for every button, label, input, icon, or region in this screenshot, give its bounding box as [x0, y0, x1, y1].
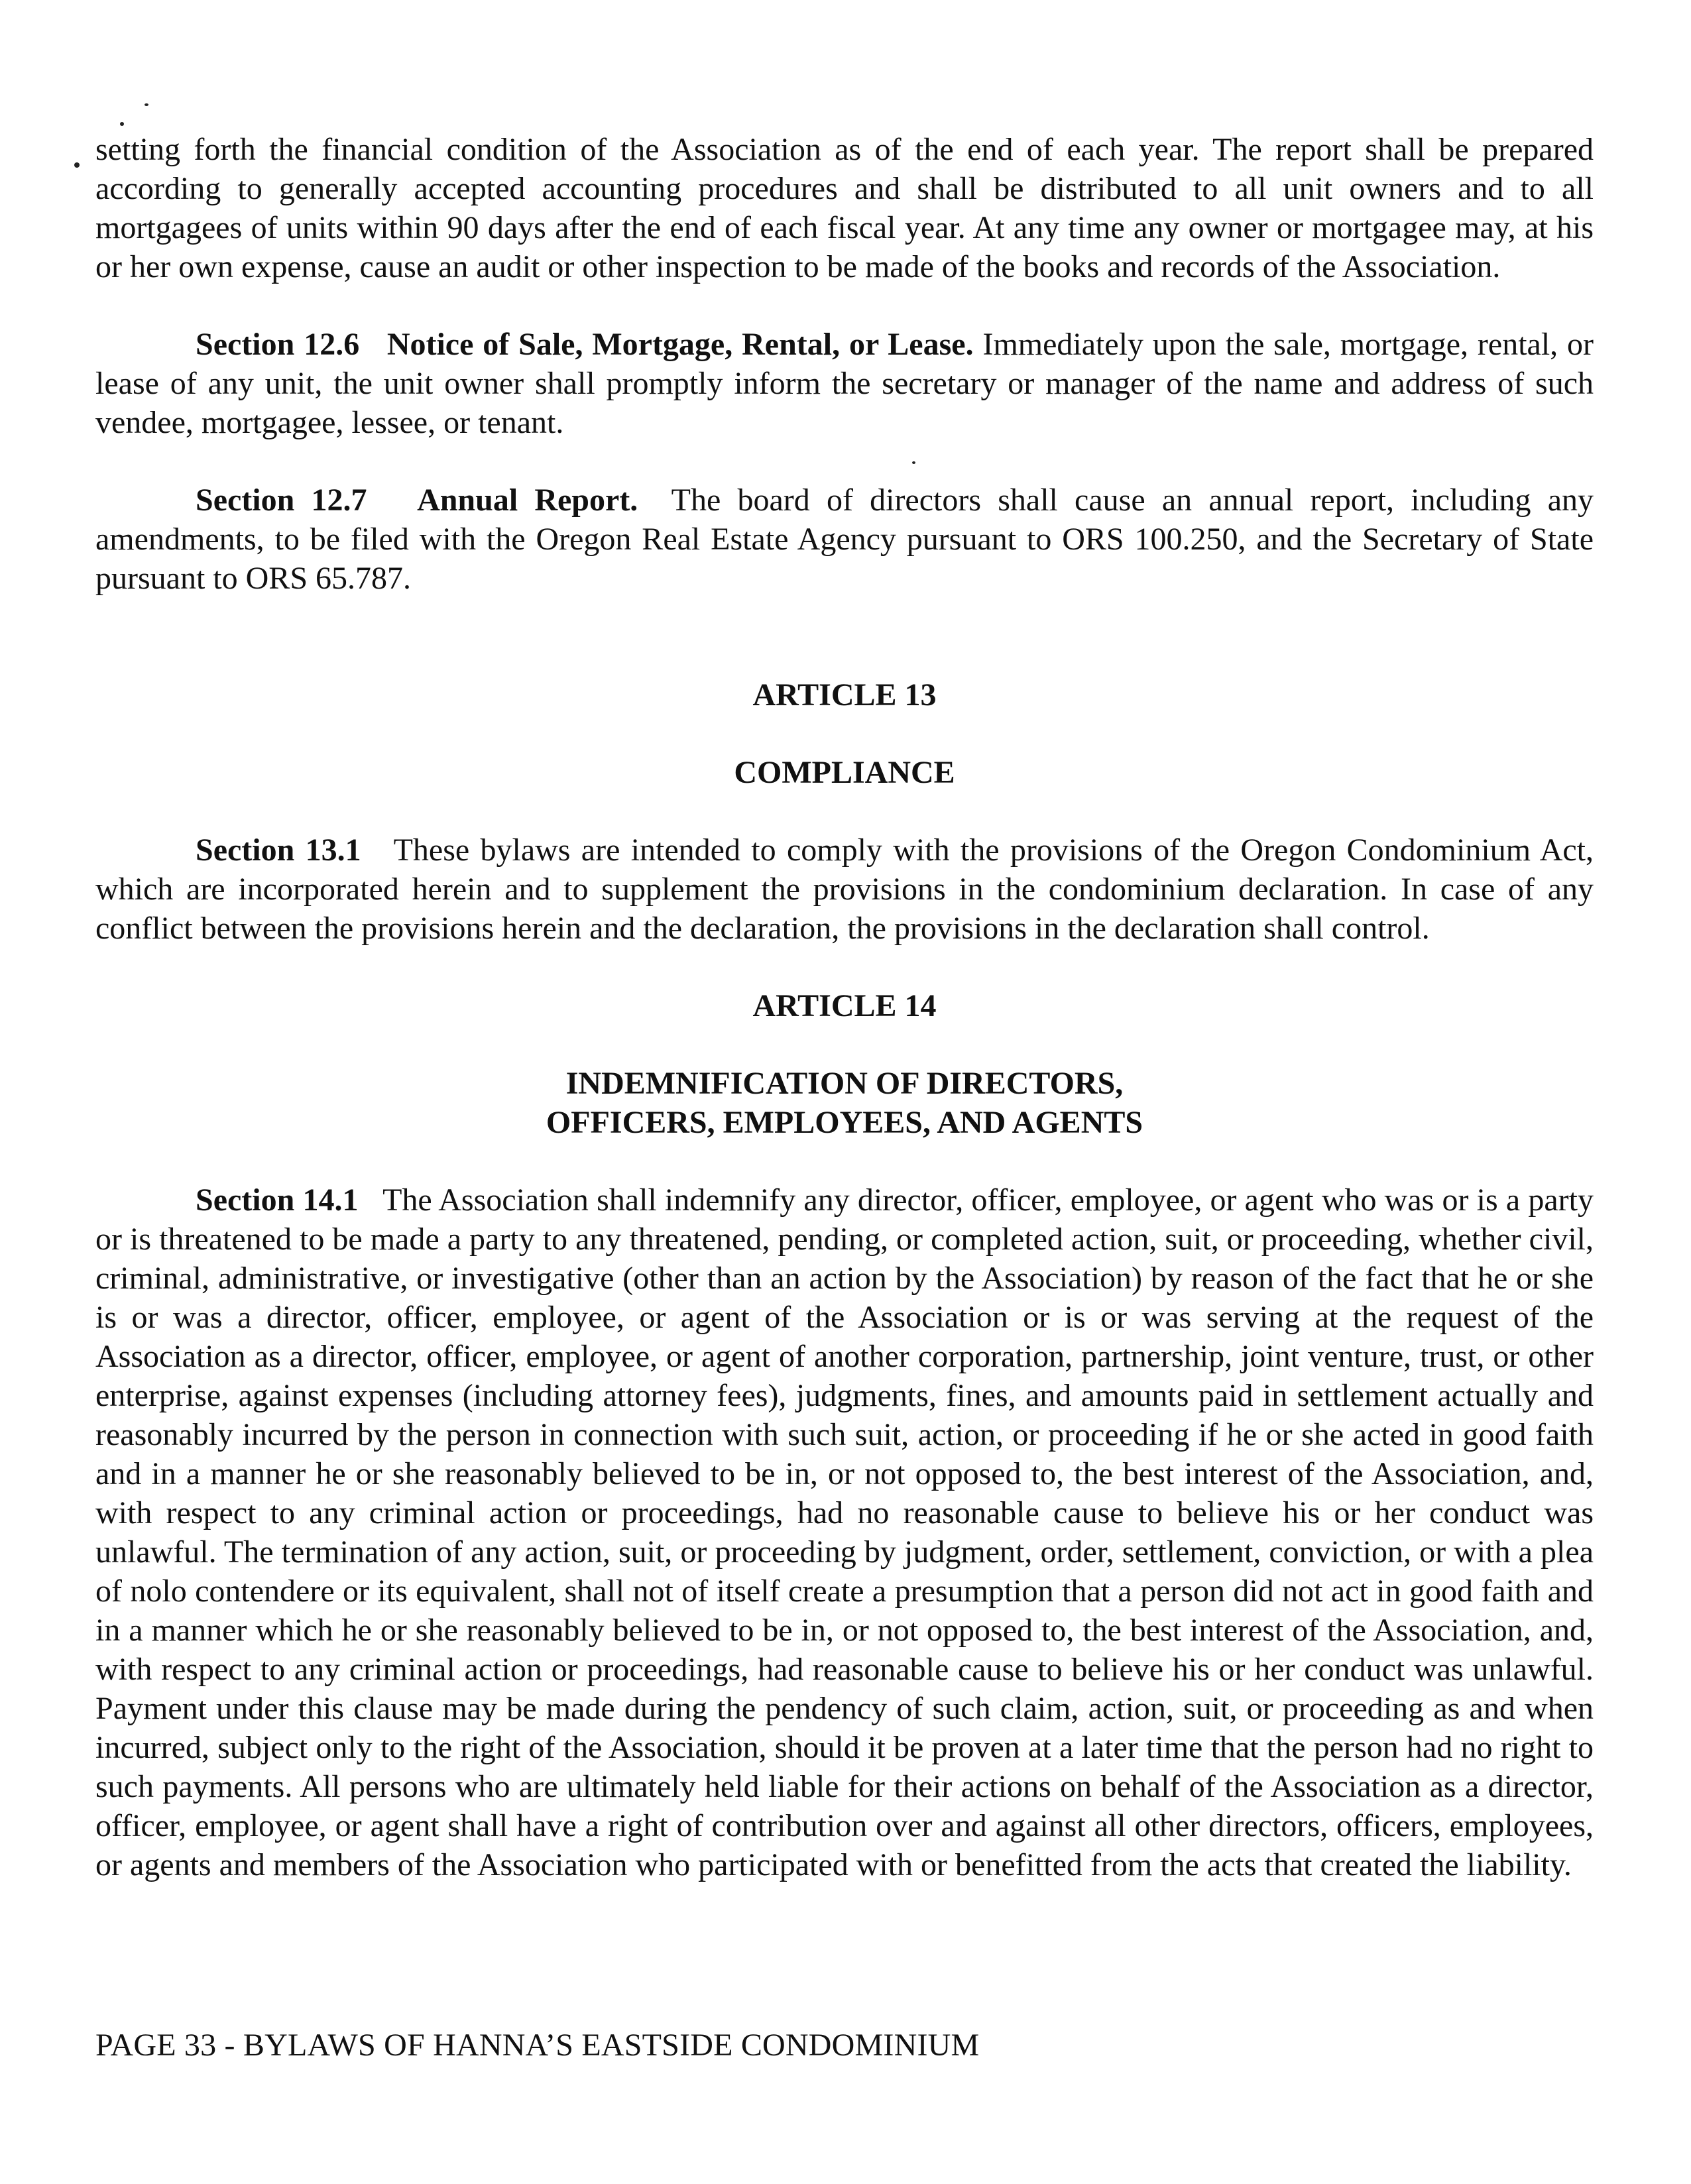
section-12-7-title: Annual Report.	[417, 483, 638, 518]
section-12-6	[95, 325, 1594, 442]
article-14-heading: ARTICLE 14	[752, 988, 937, 1023]
section-12-7	[95, 481, 1594, 598]
scan-speck	[145, 103, 148, 106]
article-14-title-line-2: OFFICERS, EMPLOYEES, AND AGENTS	[546, 1105, 1143, 1140]
section-13-1-label: Section 13.1	[196, 833, 361, 868]
article-13-heading: ARTICLE 13	[752, 677, 937, 713]
paragraph-12-5-continuation: setting forth the financial condition of the Association as of the end of each year. The report shall be prepared according to generally accepted accounting procedures and shall be distributed to all unit owners and to all mortgagees of units within 90 days after the end of each fiscal year. At any time any owner or mortgagee may, at his or her own expense, cause an audit or other inspection to be made of the books and records of the Association.	[95, 132, 1594, 284]
section-12-7-text: The board of directors shall cause an annual report, including any amendments, to be filed with the Oregon Real Estate Agency pursuant to ORS 100.250, and the Secretary of State pursuant to ORS 65.787.	[95, 483, 1594, 596]
section-12-6-text: Immediately upon the sale, mortgage, rental, or lease of any unit, the unit owner shall promptly inform the secretary or manager of the name and address of such vendee, mortgagee, lessee, or tenant.	[95, 327, 1594, 440]
section-14-1	[95, 1180, 1594, 1884]
scan-speck	[74, 162, 80, 168]
section-13-1-text: These bylaws are intended to comply with the provisions of the Oregon Condominium Act, which are incorporated herein and to supplement the provisions in the condominium declaration. In case of any conflict between the provisions herein and the declaration, the provisions in the declaration shall control.	[95, 833, 1594, 946]
page-footer: PAGE 33 - BYLAWS OF HANNA’S EASTSIDE CONDOMINIUM	[95, 2028, 980, 2063]
section-14-1-label: Section 14.1	[196, 1182, 359, 1218]
article-13-title: COMPLIANCE	[734, 755, 955, 790]
section-12-6-label: Section 12.6	[196, 327, 360, 362]
document-page	[95, 130, 1594, 1884]
article-14-title-line-1: INDEMNIFICATION OF DIRECTORS,	[565, 1066, 1124, 1101]
section-12-7-label: Section 12.7	[196, 483, 367, 518]
scan-speck	[120, 122, 124, 126]
section-12-6-title: Notice of Sale, Mortgage, Rental, or Lease.	[386, 327, 974, 362]
section-13-1	[95, 831, 1594, 948]
section-14-1-text: The Association shall indemnify any director, officer, employee, or agent who was or is a party or is threatened to be made a party to any threatened, pending, or completed action, suit, or proceeding, whether civil, criminal, administrative, or investigative (other than an action by the Association) by reason of the fact that he or she is or was a director, officer, employee, or agent of the Association or is or was serving at the request of the Association as a director, officer, employee, or agent of another corporation, partnership, joint venture, trust, or other enterprise, against expenses (including attorney fees), judgments, fines, and amounts paid in settlement actually and reasonably incurred by the person in connection with such suit, action, or proceeding if he or she acted in good faith and in a manner he or she reasonably believed to be in, or not opposed to, the best interest of the Association, and, with respect to any criminal action or proceedings, had no reasonable cause to believe his or her conduct was unlawful. The termination of any action, suit, or proceeding by judgment, order, settlement, conviction, or with a plea of nolo contendere or its equivalent, shall not of itself create a presumption that a person did not act in good faith and in a manner which he or she reasonably believed to be in, or not opposed to, the best interest of the Association, and, with respect to any criminal action or proceedings, had reasonable cause to believe his or her conduct was unlawful. Payment under this clause may be made during the pendency of such claim, action, suit, or proceeding as and when incurred, subject only to the right of the Association, should it be proven at a later time that the person had no right to such payments. All persons who are ultimately held liable for their actions on behalf of the Association as a director, officer, employee, or agent shall have a right of contribution over and against all other directors, officers, employees, or agents and members of the Association who participated with or benefitted from the acts that created the liability.	[95, 1182, 1594, 1882]
